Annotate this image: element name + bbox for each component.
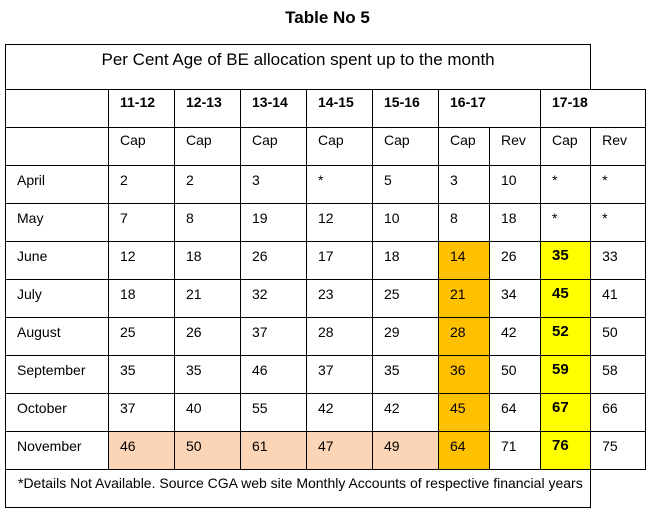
table-row [6,432,646,470]
year-header-row [6,90,646,128]
value-cell: 33 [591,242,646,280]
value-cell: 64 [490,394,541,432]
value-cell: 59 [541,356,591,394]
value-cell: 3 [241,166,307,204]
year-header: 17-18 [541,90,646,128]
month-cell: August [6,318,109,356]
value-cell: 5 [373,166,439,204]
table-row [6,318,646,356]
table-row [6,394,646,432]
value-cell: 3 [439,166,490,204]
value-cell: 18 [109,280,175,318]
value-cell: 64 [439,432,490,470]
value-cell: 61 [241,432,307,470]
value-cell: 23 [307,280,373,318]
sub-header: Cap [175,128,241,166]
value-cell: 14 [439,242,490,280]
month-cell: October [6,394,109,432]
value-cell: * [591,166,646,204]
value-cell: 45 [439,394,490,432]
sub-header: Cap [241,128,307,166]
value-cell: 66 [591,394,646,432]
value-cell: 10 [373,204,439,242]
sub-header: Cap [439,128,490,166]
value-cell: 49 [373,432,439,470]
footnote: *Details Not Available. Source CGA web site Monthly Accounts of respective financial years [6,470,591,508]
table-caption: Per Cent Age of BE allocation spent up to the month [6,45,591,90]
value-cell: 35 [175,356,241,394]
month-cell: May [6,204,109,242]
value-cell: 18 [490,204,541,242]
value-cell: 19 [241,204,307,242]
value-cell: 42 [490,318,541,356]
allocation-table [5,44,646,508]
value-cell: 18 [373,242,439,280]
value-cell: 45 [541,280,591,318]
value-cell: 50 [490,356,541,394]
value-cell: 36 [439,356,490,394]
sub-header: Cap [307,128,373,166]
value-cell: 28 [439,318,490,356]
value-cell: 76 [541,432,591,470]
value-cell: 26 [175,318,241,356]
value-cell: 55 [241,394,307,432]
value-cell: 37 [307,356,373,394]
value-cell: 71 [490,432,541,470]
month-cell: September [6,356,109,394]
table-row [6,204,646,242]
year-header: 11-12 [109,90,175,128]
value-cell: * [307,166,373,204]
sub-header: Cap [373,128,439,166]
table-row [6,242,646,280]
year-header: 15-16 [373,90,439,128]
value-cell: 41 [591,280,646,318]
value-cell: 35 [541,242,591,280]
month-cell: November [6,432,109,470]
value-cell: 17 [307,242,373,280]
value-cell: 26 [241,242,307,280]
sub-header: Rev [490,128,541,166]
table-title: Table No 5 [285,8,370,27]
month-cell: July [6,280,109,318]
value-cell: * [541,166,591,204]
sub-header: Cap [541,128,591,166]
value-cell: 42 [307,394,373,432]
value-cell: 34 [490,280,541,318]
value-cell: 46 [109,432,175,470]
value-cell: 8 [439,204,490,242]
sub-header-row [6,128,646,166]
value-cell: 7 [109,204,175,242]
value-cell: 67 [541,394,591,432]
table-row [6,356,646,394]
value-cell: 12 [109,242,175,280]
value-cell: * [591,204,646,242]
year-header: 13-14 [241,90,307,128]
value-cell: 37 [241,318,307,356]
value-cell: 37 [109,394,175,432]
value-cell: 32 [241,280,307,318]
sub-header: Rev [591,128,646,166]
value-cell: * [541,204,591,242]
sub-header-empty [6,128,109,166]
value-cell: 28 [307,318,373,356]
value-cell: 75 [591,432,646,470]
year-header: 14-15 [307,90,373,128]
table-row [6,280,646,318]
sub-header: Cap [109,128,175,166]
value-cell: 42 [373,394,439,432]
value-cell: 52 [541,318,591,356]
value-cell: 46 [241,356,307,394]
value-cell: 40 [175,394,241,432]
value-cell: 8 [175,204,241,242]
month-cell: June [6,242,109,280]
value-cell: 18 [175,242,241,280]
value-cell: 35 [373,356,439,394]
value-cell: 35 [109,356,175,394]
value-cell: 50 [591,318,646,356]
month-cell: April [6,166,109,204]
year-header-empty [6,90,109,128]
value-cell: 47 [307,432,373,470]
value-cell: 25 [109,318,175,356]
value-cell: 29 [373,318,439,356]
table-row [6,166,646,204]
value-cell: 21 [175,280,241,318]
value-cell: 21 [439,280,490,318]
value-cell: 12 [307,204,373,242]
value-cell: 25 [373,280,439,318]
value-cell: 2 [109,166,175,204]
year-header: 16-17 [439,90,541,128]
value-cell: 26 [490,242,541,280]
value-cell: 50 [175,432,241,470]
value-cell: 10 [490,166,541,204]
value-cell: 58 [591,356,646,394]
year-header: 12-13 [175,90,241,128]
value-cell: 2 [175,166,241,204]
